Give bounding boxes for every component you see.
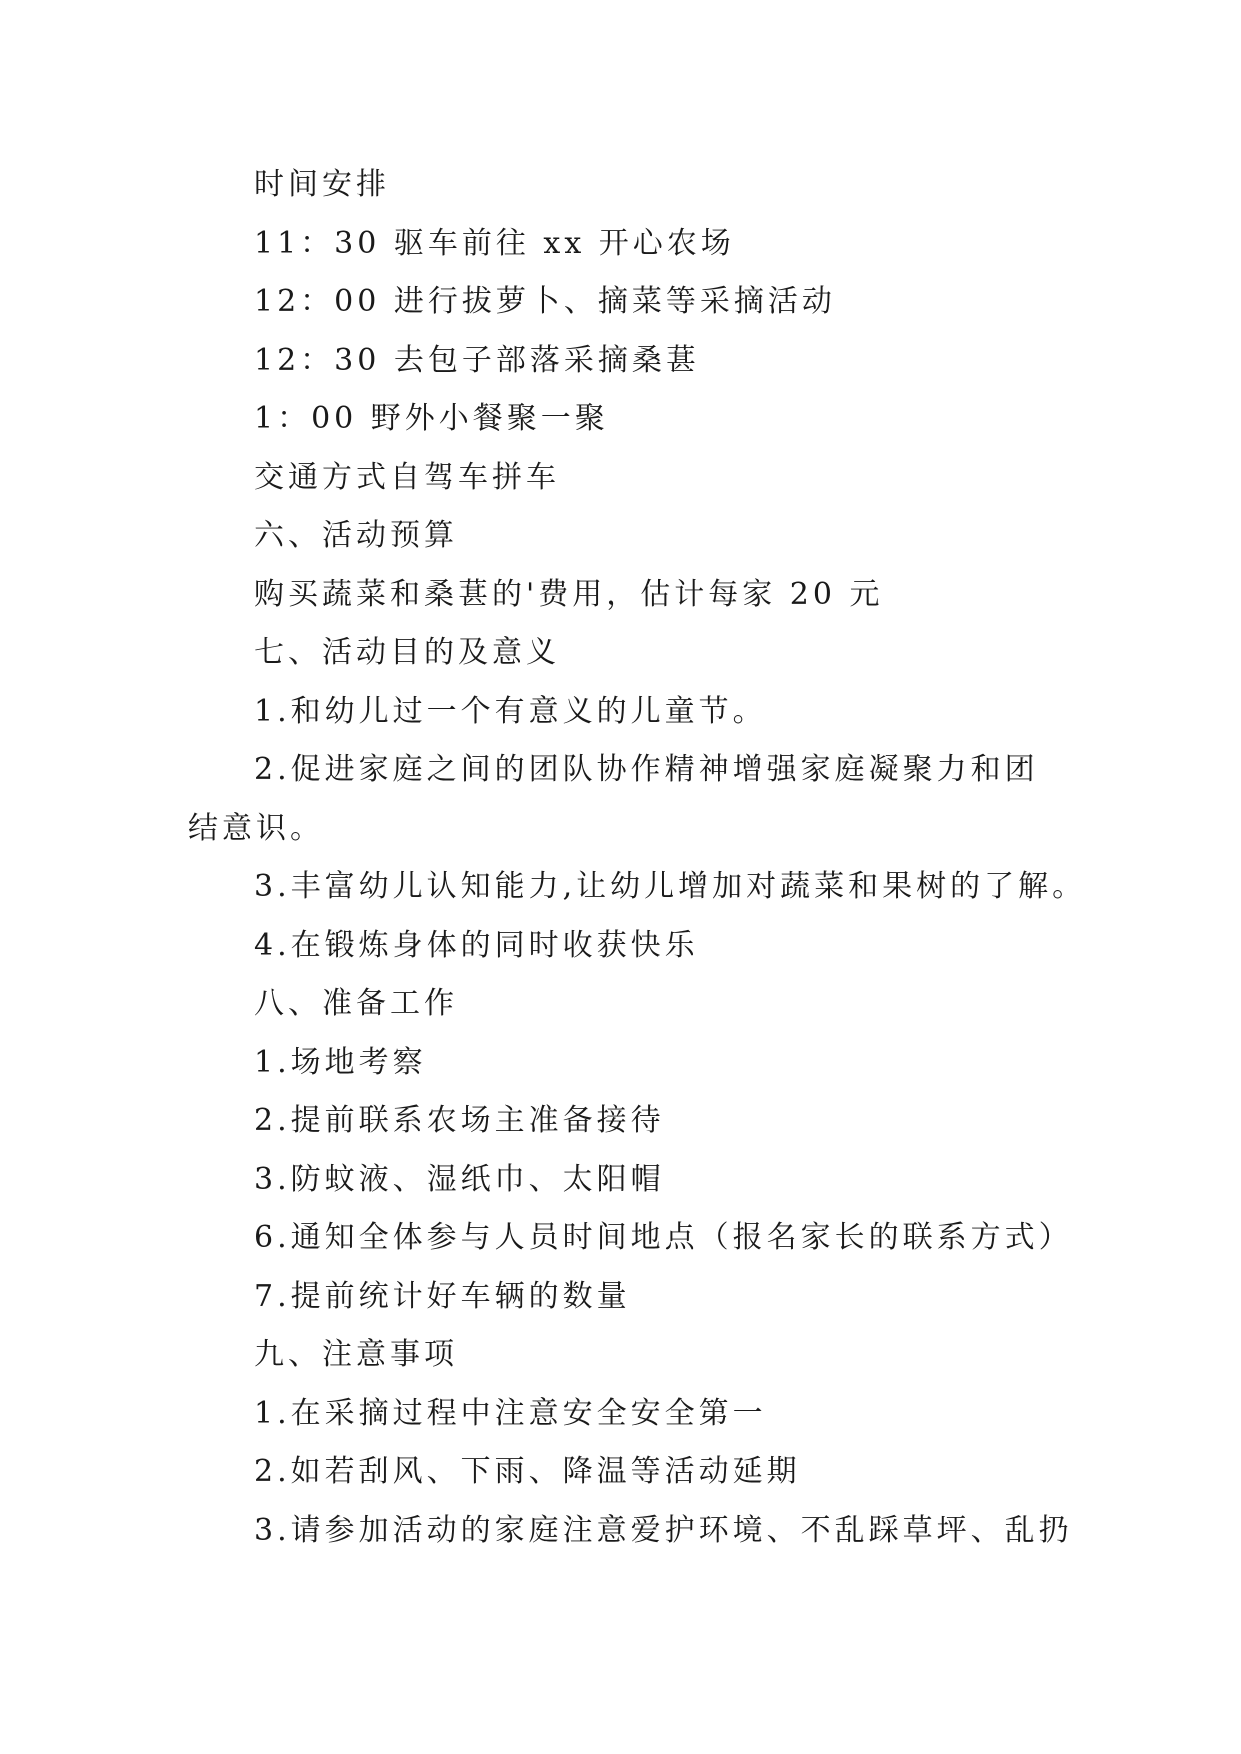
list-item: 6.通知全体参与人员时间地点（报名家长的联系方式） (254, 1220, 1073, 1255)
list-item: 7.提前统计好车辆的数量 (254, 1278, 631, 1314)
document-body (188, 156, 1087, 1560)
list-item: 1.和幼儿过一个有意义的儿童节。 (254, 693, 767, 729)
list-item: 3.防蚊液、湿纸巾、太阳帽 (254, 1161, 665, 1197)
text-line: 11：30 驱车前往 xx 开心农场 (254, 225, 735, 261)
list-item: 3.丰富幼儿认知能力,让幼儿增加对蔬菜和果树的了解。 (254, 869, 1087, 904)
list-item: 4.在锻炼身体的同时收获快乐 (254, 927, 699, 963)
text-line: 12：30 去包子部落采摘桑葚 (254, 342, 700, 378)
section-heading: 九、注意事项 (254, 1337, 458, 1372)
section-heading: 八、准备工作 (254, 986, 458, 1021)
section-heading: 六、活动预算 (254, 518, 458, 553)
text-line: 1：00 野外小餐聚一聚 (254, 401, 609, 436)
section-heading: 七、活动目的及意义 (254, 635, 560, 670)
list-item: 2.如若刮风、下雨、降温等活动延期 (254, 1454, 801, 1489)
text-line: 购买蔬菜和桑葚的'费用，估计每家 20 元 (254, 576, 884, 612)
text-line: 交通方式自驾车拼车 (254, 459, 560, 495)
list-item: 3.请参加活动的家庭注意爱护环境、不乱踩草坪、乱扔 (254, 1512, 1073, 1548)
text-line: 12：00 进行拔萝卜、摘菜等采摘活动 (254, 284, 836, 319)
list-item: 1.在采摘过程中注意安全安全第一 (254, 1395, 767, 1431)
list-item-continuation: 结意识。 (188, 810, 324, 846)
text-line: 时间安排 (254, 167, 390, 202)
list-item: 2.提前联系农场主准备接待 (254, 1103, 665, 1138)
list-item: 1.场地考察 (254, 1044, 427, 1080)
list-item: 2.促进家庭之间的团队协作精神增强家庭凝聚力和团 (254, 752, 1039, 787)
